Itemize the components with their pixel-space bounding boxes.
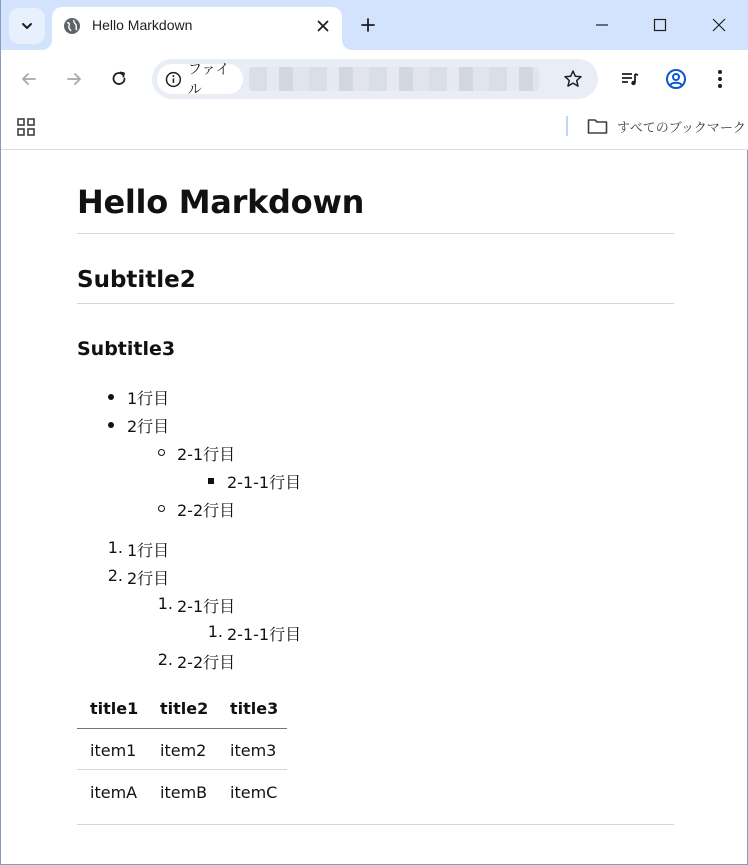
star-icon xyxy=(563,69,583,89)
address-bar[interactable] xyxy=(152,59,598,99)
profile-button[interactable] xyxy=(662,65,690,93)
table-row-divider xyxy=(77,769,287,770)
all-bookmarks-button[interactable] xyxy=(587,115,746,137)
tab-strip xyxy=(1,0,748,50)
list-bullet xyxy=(158,505,165,512)
menu-button[interactable] xyxy=(706,65,734,93)
ol-item-2-1: 2-1行目 xyxy=(177,597,236,616)
new-tab-button[interactable] xyxy=(356,13,380,37)
active-tab[interactable] xyxy=(52,7,342,50)
arrow-right-icon xyxy=(65,70,83,88)
maximize-button[interactable] xyxy=(631,0,689,50)
ol-number: 1. xyxy=(207,622,223,641)
list-bullet xyxy=(158,449,165,456)
info-icon xyxy=(165,71,182,88)
url-text-redacted[interactable] xyxy=(249,67,539,91)
apps-grid-icon xyxy=(16,117,36,137)
bookmarks-separator xyxy=(566,116,568,136)
ol-item-2: 2行目 xyxy=(127,569,170,588)
table-cell: item1 xyxy=(90,741,137,760)
ol-number: 2. xyxy=(157,650,173,669)
table-header-cell: title1 xyxy=(90,699,139,718)
site-chip-label: ファイル xyxy=(187,62,230,98)
toolbar xyxy=(1,50,748,108)
table-header-cell: title2 xyxy=(160,699,209,718)
ol-item-2-2: 2-2行目 xyxy=(177,653,236,672)
ol-number: 1. xyxy=(157,594,173,613)
bottom-divider xyxy=(77,824,674,825)
subtitle2-heading: Subtitle2 xyxy=(77,267,196,293)
plus-icon xyxy=(360,17,376,33)
ol-number: 1. xyxy=(107,538,123,557)
ul-item-2-2: 2-2行目 xyxy=(177,501,236,520)
h2-divider xyxy=(77,303,674,304)
back-button[interactable] xyxy=(13,63,45,95)
list-bullet xyxy=(108,422,114,428)
subtitle3-heading: Subtitle3 xyxy=(77,338,176,360)
playlist-icon xyxy=(620,69,640,89)
table-cell: item2 xyxy=(160,741,207,760)
page-title: Hello Markdown xyxy=(77,183,365,221)
close-icon xyxy=(317,20,329,32)
list-bullet xyxy=(108,394,114,400)
tab-title: Hello Markdown xyxy=(92,17,193,33)
ul-item-1: 1行目 xyxy=(127,389,170,408)
ul-item-2-1: 2-1行目 xyxy=(177,445,236,464)
table-header-divider xyxy=(77,728,287,729)
table-cell: item3 xyxy=(230,741,277,760)
reload-icon xyxy=(110,70,128,88)
ol-item-1: 1行目 xyxy=(127,541,170,560)
reload-button[interactable] xyxy=(103,63,135,95)
tab-search-button[interactable] xyxy=(9,8,45,44)
profile-icon xyxy=(665,68,687,90)
minimize-icon xyxy=(595,18,609,32)
apps-button[interactable] xyxy=(16,117,38,139)
site-info-chip[interactable] xyxy=(157,62,243,98)
bookmarks-bar xyxy=(1,108,748,150)
more-vertical-icon xyxy=(717,69,723,89)
maximize-icon xyxy=(653,18,667,32)
table-cell: itemC xyxy=(230,783,278,802)
tab-close-button[interactable] xyxy=(312,15,334,37)
table-cell: itemA xyxy=(90,783,138,802)
ol-item-2-1-1: 2-1-1行目 xyxy=(227,625,302,644)
folder-icon xyxy=(587,117,608,135)
chevron-down-icon xyxy=(20,19,34,33)
arrow-left-icon xyxy=(20,70,38,88)
table-cell: itemB xyxy=(160,783,208,802)
forward-button[interactable] xyxy=(58,63,90,95)
table-header-cell: title3 xyxy=(230,699,279,718)
close-icon xyxy=(712,18,726,32)
all-bookmarks-label: すべてのブックマーク xyxy=(617,120,746,136)
ul-item-2: 2行目 xyxy=(127,417,170,436)
window-close-button[interactable] xyxy=(690,0,748,50)
ul-item-2-1-1: 2-1-1行目 xyxy=(227,473,302,492)
h1-divider xyxy=(77,233,674,234)
globe-icon xyxy=(63,17,81,35)
bookmark-star-button[interactable] xyxy=(562,68,584,90)
reading-list-button[interactable] xyxy=(616,65,644,93)
list-bullet xyxy=(208,478,214,484)
minimize-button[interactable] xyxy=(573,0,631,50)
ol-number: 2. xyxy=(107,566,123,585)
